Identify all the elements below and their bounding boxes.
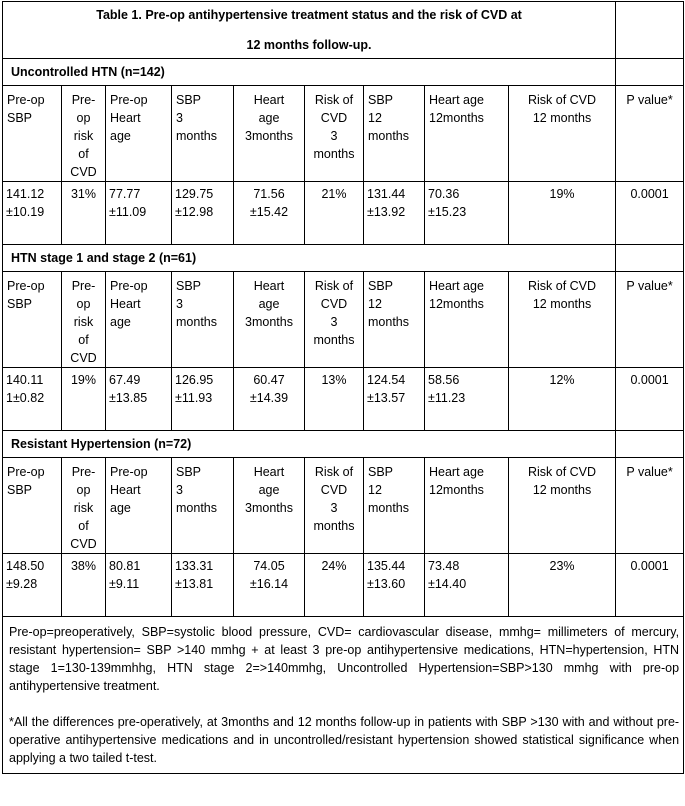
notes-row [3, 617, 684, 774]
header-heart-age-12-months-line: 12months [429, 483, 484, 497]
value-risk-cvd-12-months-line: 19% [549, 187, 575, 201]
header-risk-cvd-3-months-line: 3 [330, 315, 338, 329]
header-sbp-3-months-line: 3 [176, 111, 183, 125]
section-empty-cell [616, 59, 684, 86]
value-sbp-12-months-line: ±13.57 [367, 391, 406, 405]
header-risk-cvd-3-months-line: months [313, 147, 355, 161]
table-title-line-1: Table 1. Pre-op antihypertensive treatment status and the risk of CVD at [96, 8, 522, 22]
header-sbp-3-months-line: months [176, 501, 217, 515]
header-heart-age-12-months-line: Heart age [429, 279, 484, 293]
value-heart-age-3-months-line: 60.47 [253, 373, 285, 387]
value-heart-age-12-months-line: 70.36 [428, 187, 460, 201]
value-preop-sbp-line: 141.12 [6, 187, 45, 201]
value-sbp-3-months-line: ±13.81 [175, 577, 214, 591]
table-title [3, 2, 616, 59]
header-heart-age-12-months-line: Heart age [429, 93, 484, 107]
value-preop-risk-cvd-line: 31% [70, 187, 97, 201]
header-preop-heart-age [106, 272, 172, 368]
header-heart-age-3-months-line: 3months [245, 501, 293, 515]
header-risk-cvd-3-months-line: Risk of [314, 93, 354, 107]
column-header-row [3, 272, 684, 368]
header-preop-heart-age-line: Heart [110, 297, 141, 311]
header-preop-risk-cvd-line: CVD [70, 351, 97, 365]
header-risk-cvd-12-months-line: Risk of CVD [527, 93, 597, 107]
header-preop-heart-age-line: age [110, 129, 131, 143]
header-preop-risk-cvd-line: op [76, 483, 91, 497]
notes-cell [3, 617, 684, 774]
header-preop-sbp [3, 86, 62, 182]
value-sbp-3-months-line: 129.75 [175, 187, 214, 201]
section-label: HTN stage 1 and stage 2 (n=61) [3, 245, 616, 272]
value-preop-risk-cvd [62, 368, 106, 431]
header-p-value-line: P value* [626, 279, 673, 293]
header-preop-sbp-line: SBP [7, 297, 33, 311]
table-body [3, 2, 684, 617]
data-row [3, 554, 684, 617]
value-p-value [616, 554, 684, 617]
header-preop-risk-cvd-line: op [76, 297, 91, 311]
header-sbp-3-months-line: 3 [176, 483, 183, 497]
value-heart-age-3-months [234, 554, 305, 617]
value-preop-sbp [3, 554, 62, 617]
header-preop-risk-cvd-line: of [78, 333, 89, 347]
header-heart-age-12-months-line: 12months [429, 297, 484, 311]
value-heart-age-12-months [425, 554, 509, 617]
value-risk-cvd-3-months-line: 24% [321, 559, 347, 573]
header-sbp-12-months-line: SBP [368, 93, 394, 107]
value-preop-heart-age [106, 368, 172, 431]
value-preop-heart-age-line: 67.49 [109, 373, 141, 387]
header-sbp-12-months [364, 272, 425, 368]
section-row [3, 245, 684, 272]
header-risk-cvd-12-months-line: Risk of CVD [527, 279, 597, 293]
header-risk-cvd-12-months-line: 12 months [532, 483, 592, 497]
value-heart-age-12-months [425, 182, 509, 245]
header-sbp-12-months [364, 458, 425, 554]
header-risk-cvd-3-months [305, 86, 364, 182]
value-heart-age-3-months-line: ±15.42 [249, 205, 289, 219]
header-preop-risk-cvd-line: CVD [70, 537, 97, 551]
data-row [3, 182, 684, 245]
value-sbp-12-months [364, 182, 425, 245]
data-row [3, 368, 684, 431]
value-sbp-3-months-line: 126.95 [175, 373, 214, 387]
value-sbp-3-months [172, 182, 234, 245]
value-p-value-line: 0.0001 [630, 187, 669, 201]
header-preop-risk-cvd-line: op [76, 111, 91, 125]
header-sbp-12-months [364, 86, 425, 182]
header-heart-age-3-months-line: Heart [253, 279, 285, 293]
value-risk-cvd-12-months-line: 12% [549, 373, 575, 387]
header-sbp-3-months-line: SBP [176, 93, 202, 107]
header-sbp-12-months-line: SBP [368, 465, 394, 479]
value-preop-sbp-line: ±10.19 [6, 205, 45, 219]
header-preop-sbp [3, 458, 62, 554]
header-preop-heart-age [106, 458, 172, 554]
header-preop-heart-age-line: Pre-op [110, 465, 148, 479]
value-sbp-12-months-line: ±13.60 [367, 577, 406, 591]
value-preop-heart-age-line: 80.81 [109, 559, 141, 573]
header-sbp-12-months-line: 12 [368, 297, 382, 311]
header-preop-risk-cvd [62, 458, 106, 554]
header-risk-cvd-3-months-line: CVD [320, 297, 348, 311]
header-heart-age-12-months [425, 272, 509, 368]
header-sbp-12-months-line: months [368, 129, 409, 143]
header-preop-risk-cvd-line: Pre- [71, 93, 96, 107]
title-empty-cell [616, 2, 684, 59]
value-sbp-3-months-line: ±12.98 [175, 205, 214, 219]
header-preop-risk-cvd-line: of [78, 519, 89, 533]
value-risk-cvd-12-months-line: 23% [549, 559, 575, 573]
header-preop-risk-cvd [62, 86, 106, 182]
header-preop-heart-age-line: Pre-op [110, 279, 148, 293]
value-sbp-12-months [364, 368, 425, 431]
header-risk-cvd-12-months-line: Risk of CVD [527, 465, 597, 479]
header-risk-cvd-12-months [509, 458, 616, 554]
header-preop-sbp [3, 272, 62, 368]
value-sbp-3-months-line: ±11.93 [175, 391, 213, 405]
section-empty-cell [616, 245, 684, 272]
header-heart-age-3-months [234, 458, 305, 554]
value-sbp-3-months [172, 368, 234, 431]
header-sbp-12-months-line: months [368, 315, 409, 329]
header-preop-risk-cvd-line: risk [73, 501, 94, 515]
value-heart-age-12-months-line: ±15.23 [428, 205, 467, 219]
header-risk-cvd-12-months-line: 12 months [532, 297, 592, 311]
value-heart-age-12-months-line: ±11.23 [428, 391, 466, 405]
header-risk-cvd-3-months-line: months [313, 519, 355, 533]
header-preop-sbp-line: SBP [7, 111, 33, 125]
header-risk-cvd-12-months-line: 12 months [532, 111, 592, 125]
value-preop-heart-age [106, 182, 172, 245]
table-title-line-2: 12 months follow-up. [246, 38, 372, 52]
header-heart-age-3-months-line: age [258, 111, 280, 125]
value-sbp-12-months [364, 554, 425, 617]
value-preop-risk-cvd [62, 554, 106, 617]
header-sbp-12-months-line: SBP [368, 279, 394, 293]
value-preop-sbp-line: ±9.28 [6, 577, 38, 591]
header-preop-risk-cvd-line: risk [73, 129, 94, 143]
abbreviations-note: Pre-op=preoperatively, SBP=systolic blood pressure, CVD= cardiovascular disease, mmhg= millimeters of mercury, resistant hypertension= SBP >140 mmhg + at least 3 pre-op antihypertensive medications, HTN=hypertension, HTN stage 1=130-139mmhhg, HTN stage 2=>140mmhg, Uncontrolled Hypertension=SBP>130 mmhg with pre-op antihypertensive treatment. [9, 625, 680, 693]
header-heart-age-3-months-line: 3months [245, 129, 293, 143]
header-sbp-12-months-line: 12 [368, 483, 382, 497]
header-risk-cvd-3-months-line: CVD [320, 483, 348, 497]
value-risk-cvd-12-months [509, 182, 616, 245]
value-preop-heart-age [106, 554, 172, 617]
value-risk-cvd-3-months-line: 13% [321, 373, 347, 387]
value-preop-risk-cvd-line: 19% [70, 373, 97, 387]
header-sbp-3-months [172, 86, 234, 182]
header-risk-cvd-3-months-line: months [313, 333, 355, 347]
section-row [3, 59, 684, 86]
header-risk-cvd-3-months-line: Risk of [314, 465, 354, 479]
header-preop-heart-age-line: Heart [110, 111, 141, 125]
value-p-value-line: 0.0001 [630, 373, 669, 387]
header-sbp-3-months [172, 272, 234, 368]
header-sbp-3-months-line: SBP [176, 465, 202, 479]
header-preop-heart-age-line: age [110, 501, 131, 515]
header-preop-sbp-line: Pre-op [7, 279, 45, 293]
header-heart-age-3-months [234, 272, 305, 368]
header-p-value-line: P value* [626, 465, 673, 479]
value-p-value-line: 0.0001 [630, 559, 669, 573]
header-risk-cvd-12-months [509, 272, 616, 368]
header-sbp-3-months-line: 3 [176, 297, 183, 311]
header-heart-age-12-months-line: 12months [429, 111, 484, 125]
header-risk-cvd-3-months-line: 3 [330, 501, 338, 515]
header-preop-heart-age-line: Heart [110, 483, 141, 497]
value-sbp-12-months-line: 124.54 [367, 373, 406, 387]
header-p-value [616, 458, 684, 554]
header-p-value [616, 86, 684, 182]
header-heart-age-3-months-line: age [258, 483, 280, 497]
value-heart-age-12-months-line: 73.48 [428, 559, 460, 573]
header-p-value [616, 272, 684, 368]
value-heart-age-3-months-line: ±16.14 [249, 577, 289, 591]
value-preop-sbp [3, 182, 62, 245]
header-preop-heart-age [106, 86, 172, 182]
value-heart-age-3-months [234, 368, 305, 431]
value-risk-cvd-3-months [305, 554, 364, 617]
value-p-value [616, 182, 684, 245]
header-heart-age-12-months [425, 86, 509, 182]
value-p-value [616, 368, 684, 431]
header-sbp-3-months-line: months [176, 315, 217, 329]
header-heart-age-3-months-line: 3months [245, 315, 293, 329]
header-preop-risk-cvd-line: of [78, 147, 89, 161]
value-risk-cvd-3-months [305, 368, 364, 431]
value-preop-sbp-line: 1±0.82 [6, 391, 45, 405]
column-header-row [3, 458, 684, 554]
header-p-value-line: P value* [626, 93, 673, 107]
header-risk-cvd-3-months-line: CVD [320, 111, 348, 125]
value-heart-age-3-months-line: ±14.39 [249, 391, 289, 405]
value-heart-age-12-months [425, 368, 509, 431]
header-heart-age-3-months-line: Heart [253, 93, 285, 107]
value-preop-heart-age-line: ±13.85 [109, 391, 148, 405]
value-sbp-3-months-line: 133.31 [175, 559, 214, 573]
value-heart-age-12-months-line: ±14.40 [428, 577, 467, 591]
section-label: Resistant Hypertension (n=72) [3, 431, 616, 458]
header-preop-sbp-line: Pre-op [7, 465, 45, 479]
header-preop-sbp-line: Pre-op [7, 93, 45, 107]
header-preop-risk-cvd-line: risk [73, 315, 94, 329]
header-preop-risk-cvd-line: CVD [70, 165, 97, 179]
value-sbp-12-months-line: ±13.92 [367, 205, 406, 219]
value-preop-sbp [3, 368, 62, 431]
value-sbp-3-months [172, 554, 234, 617]
header-risk-cvd-3-months [305, 458, 364, 554]
value-risk-cvd-12-months [509, 554, 616, 617]
value-preop-risk-cvd-line: 38% [70, 559, 97, 573]
header-heart-age-3-months-line: Heart [253, 465, 285, 479]
value-preop-heart-age-line: ±11.09 [109, 205, 147, 219]
header-preop-sbp-line: SBP [7, 483, 33, 497]
header-risk-cvd-12-months [509, 86, 616, 182]
notes-body [3, 617, 684, 774]
section-label: Uncontrolled HTN (n=142) [3, 59, 616, 86]
value-risk-cvd-3-months-line: 21% [321, 187, 347, 201]
value-heart-age-3-months [234, 182, 305, 245]
header-heart-age-12-months-line: Heart age [429, 465, 484, 479]
value-heart-age-12-months-line: 58.56 [428, 373, 460, 387]
header-risk-cvd-3-months-line: 3 [330, 129, 338, 143]
value-preop-sbp-line: 148.50 [6, 559, 45, 573]
header-sbp-3-months [172, 458, 234, 554]
header-sbp-3-months-line: months [176, 129, 217, 143]
header-preop-heart-age-line: age [110, 315, 131, 329]
section-row [3, 431, 684, 458]
title-row [3, 2, 684, 59]
significance-footnote: *All the differences pre-operatively, at 3months and 12 months follow-up in patients with SBP >130 with and without pre-operative antihypertensive medications and in uncontrolled/resistant hypertension showed statistical significance when applying a two tailed t-test. [9, 715, 680, 765]
header-risk-cvd-3-months-line: Risk of [314, 279, 354, 293]
value-sbp-12-months-line: 131.44 [367, 187, 406, 201]
header-preop-risk-cvd [62, 272, 106, 368]
header-sbp-12-months-line: 12 [368, 111, 382, 125]
value-heart-age-3-months-line: 74.05 [253, 559, 285, 573]
value-risk-cvd-3-months [305, 182, 364, 245]
section-empty-cell [616, 431, 684, 458]
header-risk-cvd-3-months [305, 272, 364, 368]
value-heart-age-3-months-line: 71.56 [253, 187, 285, 201]
header-sbp-3-months-line: SBP [176, 279, 202, 293]
header-preop-risk-cvd-line: Pre- [71, 465, 96, 479]
header-heart-age-3-months [234, 86, 305, 182]
header-preop-heart-age-line: Pre-op [110, 93, 148, 107]
column-header-row [3, 86, 684, 182]
header-heart-age-3-months-line: age [258, 297, 280, 311]
value-preop-heart-age-line: ±9.11 [109, 577, 140, 591]
value-preop-risk-cvd [62, 182, 106, 245]
value-sbp-12-months-line: 135.44 [367, 559, 406, 573]
header-heart-age-12-months [425, 458, 509, 554]
value-preop-heart-age-line: 77.77 [109, 187, 141, 201]
value-risk-cvd-12-months [509, 368, 616, 431]
header-preop-risk-cvd-line: Pre- [71, 279, 96, 293]
value-preop-sbp-line: 140.11 [6, 373, 44, 387]
header-sbp-12-months-line: months [368, 501, 409, 515]
results-table [2, 1, 684, 774]
